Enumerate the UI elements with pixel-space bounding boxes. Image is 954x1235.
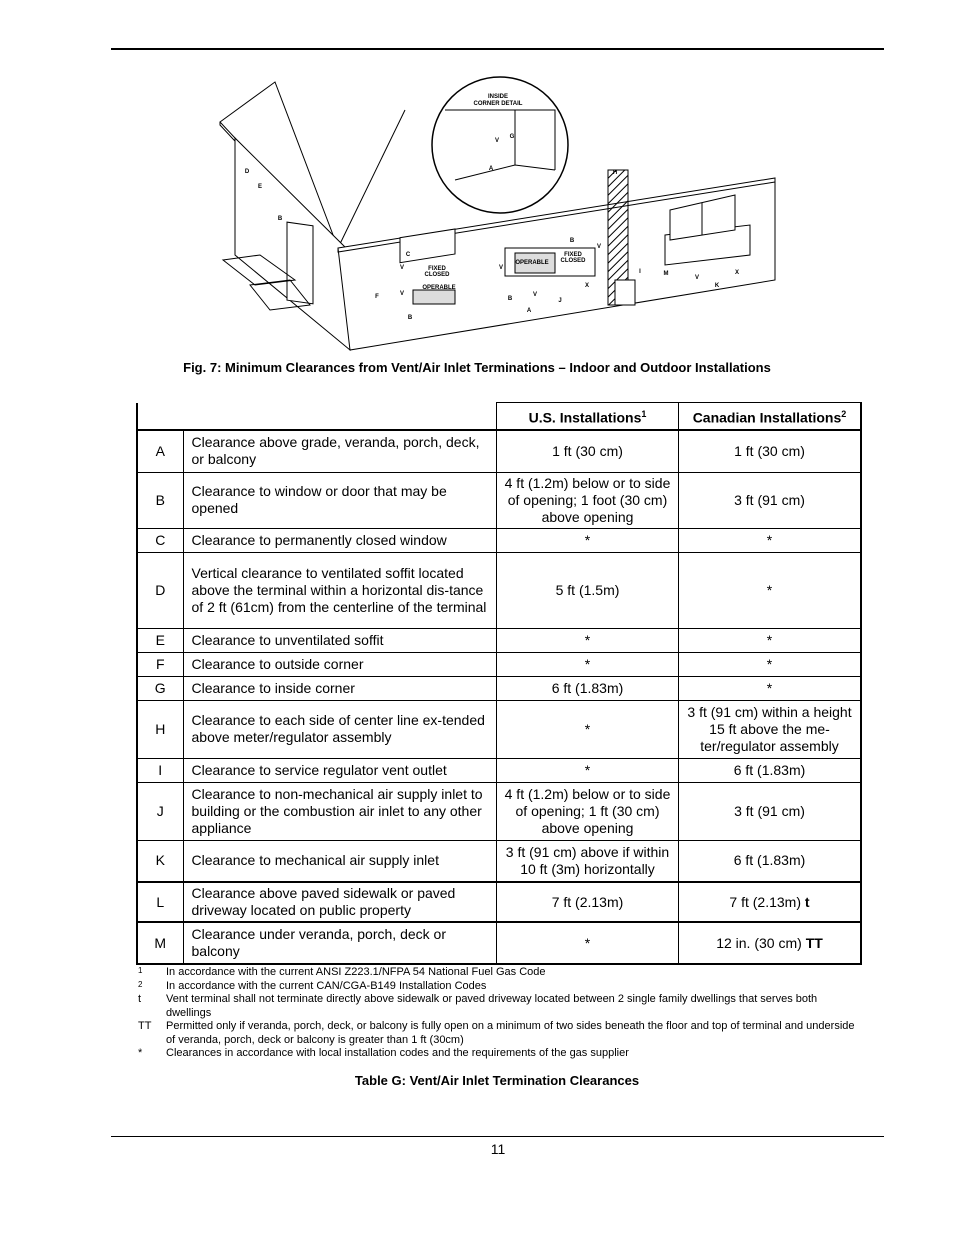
- table-row: [137, 840, 861, 882]
- table-row: [137, 628, 861, 652]
- label-b: B: [277, 216, 283, 222]
- fixed-label-center: FIXED: [564, 252, 582, 258]
- table-row: [137, 652, 861, 676]
- fixed-label: FIXED: [428, 266, 446, 272]
- label-b: B: [407, 315, 413, 321]
- table-row: [137, 528, 861, 552]
- label-i: I: [639, 269, 641, 275]
- row-us-value: 4 ft (1.2m) below or to side of opening; 1 ft (30 cm) above opening: [497, 782, 679, 840]
- closed-label: CLOSED: [424, 272, 450, 278]
- row-description: Vertical clearance to ventilated soffit located above the terminal within a horizontal dis-tance of 2 ft (61cm) from the centerline of the terminal: [183, 552, 497, 628]
- footnote-text: Vent terminal shall not terminate directly above sidewalk or paved driveway located between 2 single family dwellings that serves both dwellings: [166, 993, 818, 1019]
- row-description: Clearance to window or door that may be opened: [183, 472, 497, 528]
- row-letter: E: [137, 628, 183, 652]
- door: [287, 222, 313, 304]
- row-us-value: 3 ft (91 cm) above if within 10 ft (3m) horizontally: [497, 840, 679, 882]
- row-letter: M: [137, 922, 183, 964]
- footnote-mark: 2: [138, 979, 143, 989]
- table-row: [137, 922, 861, 964]
- row-letter: I: [137, 758, 183, 782]
- row-letter: H: [137, 700, 183, 758]
- footnote: [138, 980, 856, 994]
- header-blank: [137, 403, 497, 431]
- row-description: Clearance to non-mechanical air supply inlet to building or the combustion air inlet to any other appliance: [183, 782, 497, 840]
- table-row: [137, 782, 861, 840]
- row-letter: D: [137, 552, 183, 628]
- row-description: Clearance to outside corner: [183, 652, 497, 676]
- footnote-mark: 1: [138, 966, 143, 975]
- row-us-value: 5 ft (1.5m): [497, 552, 679, 628]
- label-m: M: [663, 271, 669, 277]
- figure-caption: Fig. 7: Minimum Clearances from Vent/Air Inlet Terminations – Indoor and Outdoor Installations: [183, 360, 771, 375]
- row-canada-value: 7 ft (2.13m) t: [679, 882, 862, 922]
- row-description: Clearance to inside corner: [183, 676, 497, 700]
- label-b: B: [569, 238, 575, 244]
- label-d: D: [244, 169, 250, 175]
- row-description: Clearance above paved sidewalk or paved driveway located on public property: [183, 882, 497, 922]
- row-description: Clearance to permanently closed window: [183, 528, 497, 552]
- v-marker: V: [399, 265, 405, 271]
- row-us-value: 6 ft (1.83m): [497, 676, 679, 700]
- clearances-table: [136, 402, 862, 965]
- row-us-value: *: [497, 628, 679, 652]
- label-g: G: [509, 134, 515, 140]
- footnote-text: In accordance with the current CAN/CGA-B149 Installation Codes: [166, 979, 487, 992]
- label-e: E: [257, 184, 263, 190]
- v-marker: V: [399, 291, 405, 297]
- row-canada-value: 12 in. (30 cm) TT: [679, 922, 862, 964]
- table-header-row: [137, 403, 861, 431]
- row-description: Clearance above grade, veranda, porch, deck, or balcony: [183, 430, 497, 472]
- row-canada-value: 1 ft (30 cm): [679, 430, 862, 472]
- label-a-detail: A: [488, 166, 494, 172]
- footnote-text: In accordance with the current ANSI Z223.1/NFPA 54 National Fuel Gas Code: [166, 966, 546, 978]
- closed-label-center: CLOSED: [560, 258, 586, 264]
- operable-label-center: OPERABLE: [515, 260, 549, 266]
- x-marker: X: [734, 270, 740, 276]
- row-letter: J: [137, 782, 183, 840]
- footnote: [138, 993, 856, 1020]
- footnote-mark: TT: [138, 1020, 152, 1032]
- table-row: [137, 430, 861, 472]
- label-h: H: [612, 170, 618, 176]
- v-marker: V: [494, 138, 500, 144]
- bottom-rule: [111, 1136, 884, 1137]
- row-us-value: *: [497, 528, 679, 552]
- v-marker: V: [694, 275, 700, 281]
- row-us-value: *: [497, 652, 679, 676]
- header-us: U.S. Installations$^1$: [497, 403, 679, 431]
- row-us-value: 7 ft (2.13m): [497, 882, 679, 922]
- footnote-mark: *: [138, 1047, 143, 1059]
- inside-label: INSIDE: [487, 94, 509, 100]
- row-letter: K: [137, 840, 183, 882]
- footnotes: [138, 966, 856, 1061]
- header-canada: Canadian Installations$^2$: [679, 403, 862, 431]
- row-letter: F: [137, 652, 183, 676]
- row-canada-value: 3 ft (91 cm): [679, 472, 862, 528]
- row-canada-value: 6 ft (1.83m): [679, 758, 862, 782]
- footnote: [138, 1047, 856, 1061]
- table-row: [137, 700, 861, 758]
- row-letter: A: [137, 430, 183, 472]
- table-row: [137, 676, 861, 700]
- row-letter: C: [137, 528, 183, 552]
- row-description: Clearance to service regulator vent outlet: [183, 758, 497, 782]
- row-description: Clearance to each side of center line ex-tended above meter/regulator assembly: [183, 700, 497, 758]
- row-canada-value: *: [679, 552, 862, 628]
- row-us-value: 1 ft (30 cm): [497, 430, 679, 472]
- operable-label-left: OPERABLE: [422, 285, 456, 291]
- label-a: A: [526, 308, 532, 314]
- footnote: [138, 1020, 856, 1047]
- label-k: K: [714, 283, 720, 289]
- row-description: Clearance to mechanical air supply inlet: [183, 840, 497, 882]
- label-j: J: [558, 298, 562, 304]
- footnote-text: Clearances in accordance with local installation codes and the requirements of the gas supplier: [166, 1047, 629, 1059]
- footnote-text: Permitted only if veranda, porch, deck, or balcony is fully open on a minimum of two sides beneath the floor and top of terminal and underside of veranda, porch, deck or balcony is greater than 1 ft (30cm): [166, 1020, 855, 1046]
- footnote: [138, 966, 856, 980]
- page-number: 11: [490, 1141, 506, 1157]
- top-rule: [111, 48, 884, 50]
- v-marker: V: [532, 292, 538, 298]
- table-row: [137, 882, 861, 922]
- footnote-mark: t: [138, 993, 142, 1005]
- table-caption: Table G: Vent/Air Inlet Termination Clearances: [354, 1073, 640, 1088]
- row-us-value: *: [497, 922, 679, 964]
- row-canada-value: *: [679, 676, 862, 700]
- row-canada-value: 3 ft (91 cm): [679, 782, 862, 840]
- row-canada-value: *: [679, 652, 862, 676]
- row-canada-value: *: [679, 528, 862, 552]
- v-marker: V: [596, 244, 602, 250]
- clearance-diagram: [215, 70, 780, 355]
- label-c: C: [405, 252, 411, 258]
- row-canada-value: 6 ft (1.83m): [679, 840, 862, 882]
- row-letter: G: [137, 676, 183, 700]
- table-row: [137, 552, 861, 628]
- row-us-value: *: [497, 700, 679, 758]
- row-us-value: *: [497, 758, 679, 782]
- table-body: [137, 430, 861, 964]
- corner-detail-label: CORNER DETAIL: [473, 101, 523, 107]
- x-marker: X: [584, 283, 590, 289]
- table-row: [137, 758, 861, 782]
- table-row: [137, 472, 861, 528]
- row-description: Clearance to unventilated soffit: [183, 628, 497, 652]
- label-b: B: [507, 296, 513, 302]
- row-us-value: 4 ft (1.2m) below or to side of opening; 1 foot (30 cm) above opening: [497, 472, 679, 528]
- label-f: F: [375, 294, 379, 300]
- row-canada-value: 3 ft (91 cm) within a height 15 ft above the me-ter/regulator assembly: [679, 700, 862, 758]
- v-marker: V: [498, 265, 504, 271]
- row-letter: L: [137, 882, 183, 922]
- row-description: Clearance under veranda, porch, deck or balcony: [183, 922, 497, 964]
- row-canada-value: *: [679, 628, 862, 652]
- row-letter: B: [137, 472, 183, 528]
